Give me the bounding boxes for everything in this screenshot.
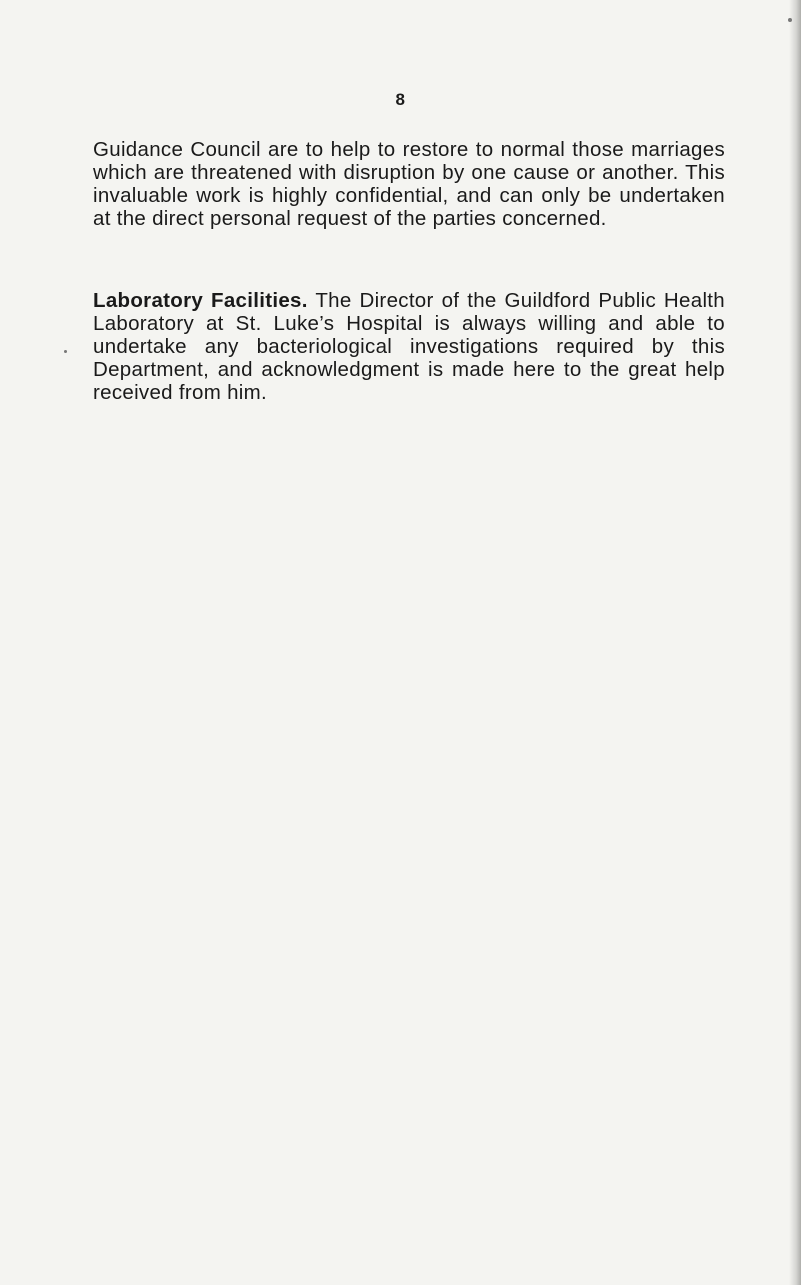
paragraph-text: The Director of the Guildford Public Health Laboratory at St. Luke’s Hospital is always willing and able to undertake any bacteriological investigations required by this Department, and acknowledgment is made here to the great help received from him. [93, 289, 725, 404]
paragraph-marriage-guidance [93, 138, 725, 230]
page-number: 8 [395, 90, 406, 109]
section-heading-laboratory: Laboratory Facilities. [93, 289, 308, 312]
print-speck [788, 18, 792, 22]
paragraph-laboratory-facilities [93, 289, 725, 404]
page-edge-shadow [789, 0, 801, 1285]
paragraph-text: Guidance Council are to help to restore to normal those marriages which are threatened with disruption by one cause or another. This invaluable work is highly confidential, and can only be undertaken at the direct personal request of the parties concerned. [93, 138, 725, 230]
print-speck [64, 350, 67, 353]
